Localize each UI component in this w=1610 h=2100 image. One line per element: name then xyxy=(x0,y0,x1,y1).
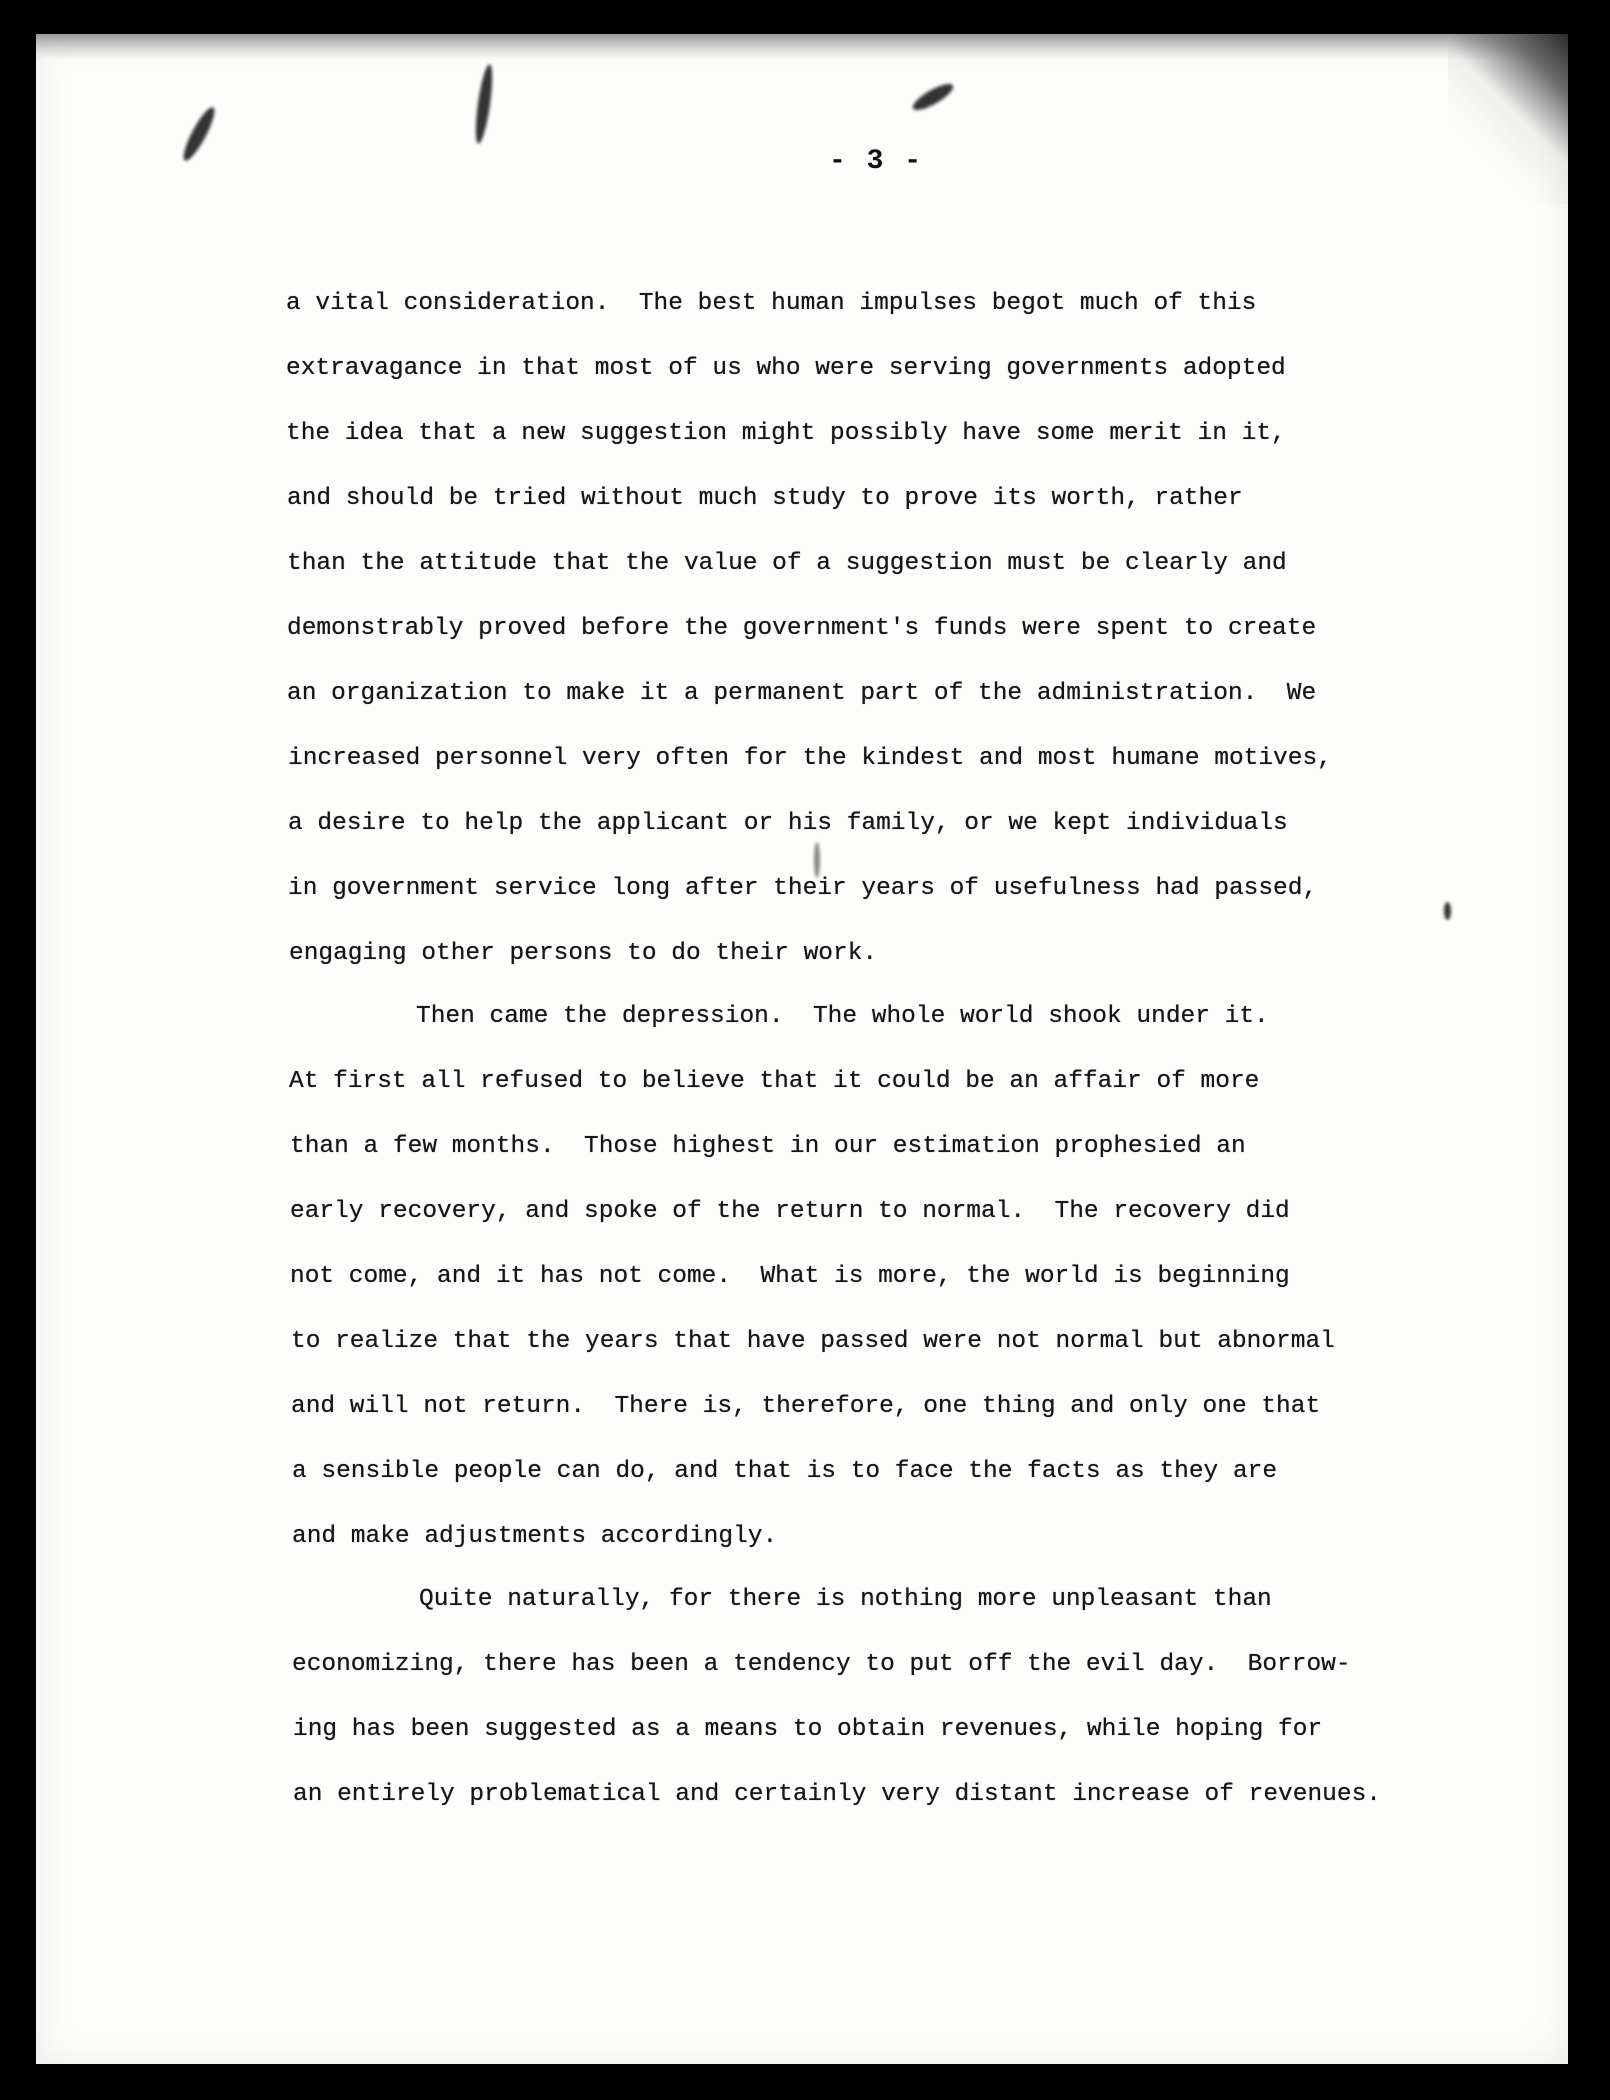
paragraph-start-line: Then came the depression. The whole world shook under it. xyxy=(416,1003,1269,1030)
text-line: and make adjustments accordingly. xyxy=(292,1523,778,1550)
text-line: the idea that a new suggestion might possibly have some merit in it, xyxy=(286,420,1286,447)
text-line: a desire to help the applicant or his family, or we kept individuals xyxy=(288,810,1288,837)
text-line: to realize that the years that have passed were not normal but abnormal xyxy=(291,1328,1335,1355)
text-line: demonstrably proved before the government's funds were spent to create xyxy=(287,615,1317,642)
paragraph-start-line: Quite naturally, for there is nothing more unpleasant than xyxy=(419,1586,1272,1613)
text-line: in government service long after their years of usefulness had passed, xyxy=(288,875,1318,902)
text-line: not come, and it has not come. What is more, the world is beginning xyxy=(290,1263,1290,1290)
text-line: economizing, there has been a tendency to put off the evil day. Borrow- xyxy=(292,1651,1351,1678)
text-line: and will not return. There is, therefore, one thing and only one that xyxy=(291,1393,1321,1420)
typewritten-page xyxy=(36,34,1568,2064)
text-line: increased personnel very often for the kindest and most humane motives, xyxy=(288,745,1332,772)
text-line: a vital consideration. The best human impulses begot much of this xyxy=(286,290,1257,317)
text-line: an organization to make it a permanent part of the administration. We xyxy=(287,680,1317,707)
text-line: early recovery, and spoke of the return to normal. The recovery did xyxy=(290,1198,1290,1225)
text-line: a sensible people can do, and that is to face the facts as they are xyxy=(292,1458,1278,1485)
text-line: than the attitude that the value of a suggestion must be clearly and xyxy=(287,550,1287,577)
text-line: an entirely problematical and certainly very distant increase of revenues. xyxy=(293,1781,1381,1808)
text-line: than a few months. Those highest in our estimation prophesied an xyxy=(290,1133,1246,1160)
body-text xyxy=(36,34,1568,2064)
text-line: ing has been suggested as a means to obtain revenues, while hoping for xyxy=(293,1716,1323,1743)
text-line: and should be tried without much study to prove its worth, rather xyxy=(287,485,1243,512)
page-number: - 3 - xyxy=(828,146,923,177)
text-line: At first all refused to believe that it could be an affair of more xyxy=(289,1068,1260,1095)
text-line: extravagance in that most of us who were serving governments adopted xyxy=(286,355,1286,382)
text-line: engaging other persons to do their work. xyxy=(289,940,878,967)
